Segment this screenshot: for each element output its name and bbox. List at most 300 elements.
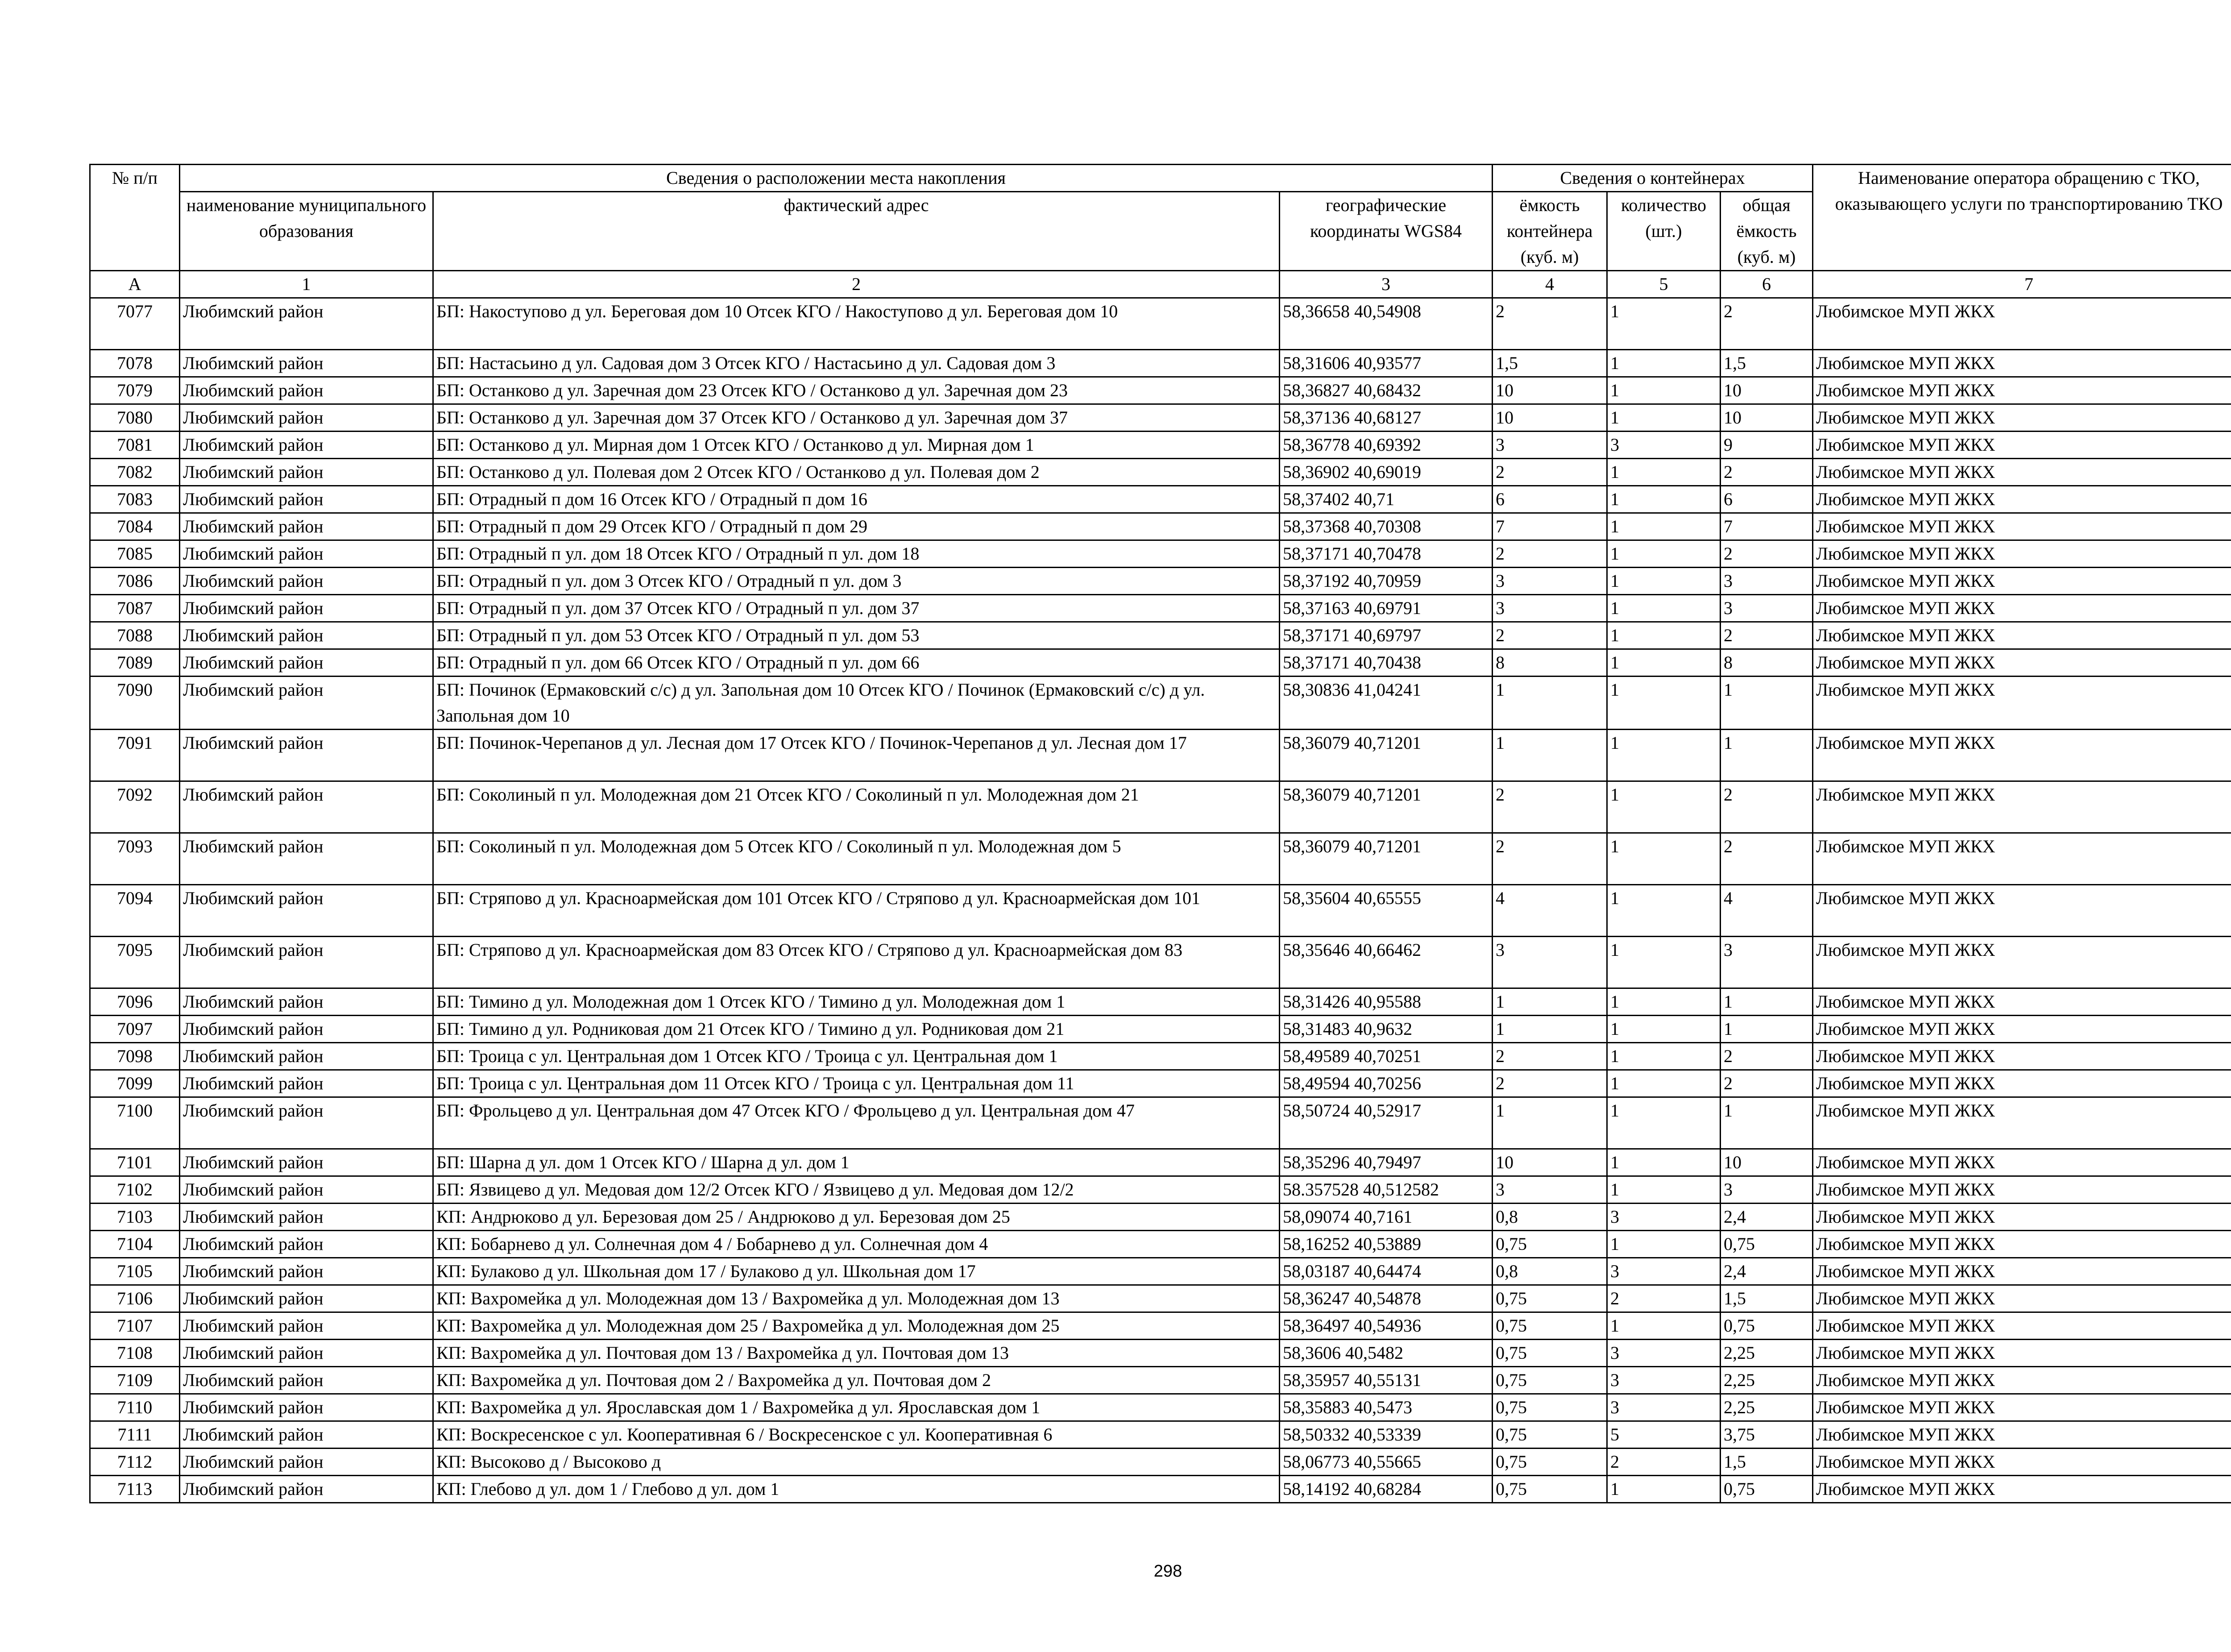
municipality-cell: Любимский район [180, 486, 433, 513]
address-cell: БП: Отрадный п дом 16 Отсек КГО / Отрадный п дом 16 [433, 486, 1280, 513]
container-capacity-cell: 3 [1493, 1176, 1607, 1204]
container-count-cell: 1 [1607, 540, 1721, 568]
row-number-cell: 7085 [90, 540, 180, 568]
municipality-cell: Любимский район [180, 1312, 433, 1340]
municipality-cell: Любимский район [180, 988, 433, 1016]
row-number-cell: 7106 [90, 1285, 180, 1312]
container-capacity-cell: 6 [1493, 486, 1607, 513]
municipality-cell: Любимский район [180, 622, 433, 649]
container-count-cell: 1 [1607, 1097, 1721, 1149]
container-capacity-cell: 3 [1493, 568, 1607, 595]
container-count-cell: 1 [1607, 486, 1721, 513]
operator-cell: Любимское МУП ЖКХ [1813, 1421, 2231, 1449]
header-total: общая ёмкость (куб. м) [1721, 192, 1813, 271]
address-cell: БП: Отрадный п ул. дом 53 Отсек КГО / Отрадный п ул. дом 53 [433, 622, 1280, 649]
municipality-cell: Любимский район [180, 833, 433, 885]
address-cell: БП: Отрадный п ул. дом 3 Отсек КГО / Отрадный п ул. дом 3 [433, 568, 1280, 595]
address-cell: КП: Воскресенское с ул. Кооперативная 6 / Воскресенское с ул. Кооперативная 6 [433, 1421, 1280, 1449]
container-count-cell: 2 [1607, 1449, 1721, 1476]
container-count-cell: 1 [1607, 1312, 1721, 1340]
total-capacity-cell: 2 [1721, 833, 1813, 885]
municipality-cell: Любимский район [180, 1258, 433, 1285]
container-capacity-cell: 10 [1493, 1149, 1607, 1176]
address-cell: КП: Бобарнево д ул. Солнечная дом 4 / Бобарнево д ул. Солнечная дом 4 [433, 1231, 1280, 1258]
address-cell: БП: Шарна д ул. дом 1 Отсек КГО / Шарна д ул. дом 1 [433, 1149, 1280, 1176]
row-number-cell: 7104 [90, 1231, 180, 1258]
container-count-cell: 1 [1607, 937, 1721, 988]
coordinates-cell: 58,36079 40,71201 [1280, 730, 1493, 781]
table-row [90, 1204, 2231, 1231]
container-count-cell: 3 [1607, 1340, 1721, 1367]
container-capacity-cell: 2 [1493, 1070, 1607, 1097]
total-capacity-cell: 0,75 [1721, 1231, 1813, 1258]
header-count: количество (шт.) [1607, 192, 1721, 271]
operator-cell: Любимское МУП ЖКХ [1813, 622, 2231, 649]
coordinates-cell: 58,03187 40,64474 [1280, 1258, 1493, 1285]
row-number-cell: 7094 [90, 885, 180, 937]
coordinates-cell: 58,37368 40,70308 [1280, 513, 1493, 540]
operator-cell: Любимское МУП ЖКХ [1813, 988, 2231, 1016]
coordinates-cell: 58,37192 40,70959 [1280, 568, 1493, 595]
municipality-cell: Любимский район [180, 1421, 433, 1449]
municipality-cell: Любимский район [180, 404, 433, 432]
container-capacity-cell: 1 [1493, 677, 1607, 730]
container-count-cell: 1 [1607, 459, 1721, 486]
municipality-cell: Любимский район [180, 1043, 433, 1070]
total-capacity-cell: 10 [1721, 1149, 1813, 1176]
address-cell: КП: Вахромейка д ул. Ярославская дом 1 / Вахромейка д ул. Ярославская дом 1 [433, 1394, 1280, 1421]
total-capacity-cell: 0,75 [1721, 1312, 1813, 1340]
row-number-cell: 7102 [90, 1176, 180, 1204]
operator-cell: Любимское МУП ЖКХ [1813, 649, 2231, 677]
total-capacity-cell: 2 [1721, 781, 1813, 833]
address-cell: БП: Тимино д ул. Родниковая дом 21 Отсек КГО / Тимино д ул. Родниковая дом 21 [433, 1016, 1280, 1043]
total-capacity-cell: 8 [1721, 649, 1813, 677]
total-capacity-cell: 2 [1721, 298, 1813, 350]
row-number-cell: 7092 [90, 781, 180, 833]
coordinates-cell: 58,36079 40,71201 [1280, 833, 1493, 885]
municipality-cell: Любимский район [180, 350, 433, 377]
coordinates-cell: 58,36827 40,68432 [1280, 377, 1493, 404]
container-capacity-cell: 2 [1493, 298, 1607, 350]
container-capacity-cell: 2 [1493, 833, 1607, 885]
coordinates-cell: 58,31483 40,9632 [1280, 1016, 1493, 1043]
municipality-cell: Любимский район [180, 1394, 433, 1421]
operator-cell: Любимское МУП ЖКХ [1813, 404, 2231, 432]
coordinates-cell: 58,35646 40,66462 [1280, 937, 1493, 988]
address-cell: БП: Тимино д ул. Молодежная дом 1 Отсек КГО / Тимино д ул. Молодежная дом 1 [433, 988, 1280, 1016]
table-row [90, 540, 2231, 568]
operator-cell: Любимское МУП ЖКХ [1813, 1367, 2231, 1394]
container-capacity-cell: 10 [1493, 404, 1607, 432]
coordinates-cell: 58,35957 40,55131 [1280, 1367, 1493, 1394]
coordinates-cell: 58,36658 40,54908 [1280, 298, 1493, 350]
container-count-cell: 1 [1607, 1231, 1721, 1258]
municipality-cell: Любимский район [180, 459, 433, 486]
coordinates-cell: 58,16252 40,53889 [1280, 1231, 1493, 1258]
total-capacity-cell: 1 [1721, 730, 1813, 781]
table-row [90, 377, 2231, 404]
registry-table [89, 164, 2231, 1503]
table-row [90, 432, 2231, 459]
table-row [90, 781, 2231, 833]
container-capacity-cell: 0,75 [1493, 1231, 1607, 1258]
row-number-cell: 7098 [90, 1043, 180, 1070]
municipality-cell: Любимский район [180, 377, 433, 404]
container-count-cell: 3 [1607, 432, 1721, 459]
container-capacity-cell: 2 [1493, 540, 1607, 568]
container-count-cell: 1 [1607, 1176, 1721, 1204]
operator-cell: Любимское МУП ЖКХ [1813, 937, 2231, 988]
address-cell: БП: Починок (Ермаковский с/с) д ул. Запольная дом 10 Отсек КГО / Починок (Ермаковский с/с) д ул. Запольная дом 10 [433, 677, 1280, 730]
table-row [90, 513, 2231, 540]
address-cell: БП: Отрадный п дом 29 Отсек КГО / Отрадный п дом 29 [433, 513, 1280, 540]
row-number-cell: 7086 [90, 568, 180, 595]
table-row [90, 459, 2231, 486]
municipality-cell: Любимский район [180, 1070, 433, 1097]
container-count-cell: 1 [1607, 730, 1721, 781]
total-capacity-cell: 3 [1721, 1176, 1813, 1204]
container-capacity-cell: 2 [1493, 781, 1607, 833]
address-cell: КП: Высоково д / Высоково д [433, 1449, 1280, 1476]
container-capacity-cell: 3 [1493, 937, 1607, 988]
municipality-cell: Любимский район [180, 568, 433, 595]
municipality-cell: Любимский район [180, 1176, 433, 1204]
address-cell: БП: Отрадный п ул. дом 37 Отсек КГО / Отрадный п ул. дом 37 [433, 595, 1280, 622]
container-capacity-cell: 1 [1493, 730, 1607, 781]
municipality-cell: Любимский район [180, 781, 433, 833]
address-cell: БП: Починок-Черепанов д ул. Лесная дом 17 Отсек КГО / Починок-Черепанов д ул. Лесная дом 17 [433, 730, 1280, 781]
container-count-cell: 1 [1607, 1476, 1721, 1503]
address-cell: БП: Стряпово д ул. Красноармейская дом 101 Отсек КГО / Стряпово д ул. Красноармейская дом 101 [433, 885, 1280, 937]
operator-cell: Любимское МУП ЖКХ [1813, 677, 2231, 730]
container-count-cell: 1 [1607, 595, 1721, 622]
operator-cell: Любимское МУП ЖКХ [1813, 540, 2231, 568]
table-row [90, 1421, 2231, 1449]
total-capacity-cell: 3 [1721, 568, 1813, 595]
coordinates-cell: 58,35604 40,65555 [1280, 885, 1493, 937]
operator-cell: Любимское МУП ЖКХ [1813, 1176, 2231, 1204]
coordinates-cell: 58,09074 40,7161 [1280, 1204, 1493, 1231]
operator-cell: Любимское МУП ЖКХ [1813, 730, 2231, 781]
operator-cell: Любимское МУП ЖКХ [1813, 298, 2231, 350]
municipality-cell: Любимский район [180, 649, 433, 677]
address-cell: БП: Соколиный п ул. Молодежная дом 21 Отсек КГО / Соколиный п ул. Молодежная дом 21 [433, 781, 1280, 833]
row-number-cell: 7093 [90, 833, 180, 885]
coordinates-cell: 58,35883 40,5473 [1280, 1394, 1493, 1421]
table-row [90, 1043, 2231, 1070]
municipality-cell: Любимский район [180, 1476, 433, 1503]
total-capacity-cell: 1,5 [1721, 350, 1813, 377]
header-coords: географические координаты WGS84 [1280, 192, 1493, 271]
container-capacity-cell: 0,75 [1493, 1367, 1607, 1394]
total-capacity-cell: 1 [1721, 988, 1813, 1016]
container-count-cell: 5 [1607, 1421, 1721, 1449]
table-row [90, 677, 2231, 730]
row-number-cell: 7081 [90, 432, 180, 459]
table-row [90, 568, 2231, 595]
municipality-cell: Любимский район [180, 1016, 433, 1043]
municipality-cell: Любимский район [180, 1340, 433, 1367]
operator-cell: Любимское МУП ЖКХ [1813, 885, 2231, 937]
row-number-cell: 7113 [90, 1476, 180, 1503]
address-cell: БП: Накоступово д ул. Береговая дом 10 Отсек КГО / Накоступово д ул. Береговая дом 10 [433, 298, 1280, 350]
container-capacity-cell: 0,75 [1493, 1312, 1607, 1340]
row-number-cell: 7096 [90, 988, 180, 1016]
column-index-cell: 3 [1280, 271, 1493, 298]
coordinates-cell: 58,50332 40,53339 [1280, 1421, 1493, 1449]
container-count-cell: 1 [1607, 1070, 1721, 1097]
address-cell: БП: Троица с ул. Центральная дом 1 Отсек КГО / Троица с ул. Центральная дом 1 [433, 1043, 1280, 1070]
table-row [90, 988, 2231, 1016]
table-row [90, 833, 2231, 885]
operator-cell: Любимское МУП ЖКХ [1813, 595, 2231, 622]
container-count-cell: 1 [1607, 885, 1721, 937]
container-count-cell: 1 [1607, 513, 1721, 540]
container-capacity-cell: 1 [1493, 988, 1607, 1016]
operator-cell: Любимское МУП ЖКХ [1813, 1204, 2231, 1231]
row-number-cell: 7077 [90, 298, 180, 350]
coordinates-cell: 58,30836 41,04241 [1280, 677, 1493, 730]
row-number-cell: 7078 [90, 350, 180, 377]
address-cell: БП: Отрадный п ул. дом 18 Отсек КГО / Отрадный п ул. дом 18 [433, 540, 1280, 568]
total-capacity-cell: 2,25 [1721, 1367, 1813, 1394]
operator-cell: Любимское МУП ЖКХ [1813, 833, 2231, 885]
container-count-cell: 1 [1607, 988, 1721, 1016]
operator-cell: Любимское МУП ЖКХ [1813, 1340, 2231, 1367]
column-index-cell: А [90, 271, 180, 298]
table-row [90, 1258, 2231, 1285]
row-number-cell: 7111 [90, 1421, 180, 1449]
container-count-cell: 1 [1607, 1043, 1721, 1070]
total-capacity-cell: 4 [1721, 885, 1813, 937]
row-number-cell: 7110 [90, 1394, 180, 1421]
container-capacity-cell: 0,75 [1493, 1340, 1607, 1367]
total-capacity-cell: 10 [1721, 404, 1813, 432]
container-capacity-cell: 2 [1493, 1043, 1607, 1070]
container-capacity-cell: 2 [1493, 459, 1607, 486]
municipality-cell: Любимский район [180, 730, 433, 781]
coordinates-cell: 58,37402 40,71 [1280, 486, 1493, 513]
table-row [90, 1449, 2231, 1476]
operator-cell: Любимское МУП ЖКХ [1813, 1097, 2231, 1149]
municipality-cell: Любимский район [180, 1367, 433, 1394]
coordinates-cell: 58,31606 40,93577 [1280, 350, 1493, 377]
coordinates-cell: 58,37171 40,70438 [1280, 649, 1493, 677]
address-cell: БП: Настасьино д ул. Садовая дом 3 Отсек КГО / Настасьино д ул. Садовая дом 3 [433, 350, 1280, 377]
row-number-cell: 7097 [90, 1016, 180, 1043]
total-capacity-cell: 10 [1721, 377, 1813, 404]
total-capacity-cell: 2 [1721, 459, 1813, 486]
table-row [90, 622, 2231, 649]
container-count-cell: 3 [1607, 1204, 1721, 1231]
municipality-cell: Любимский район [180, 298, 433, 350]
container-count-cell: 1 [1607, 350, 1721, 377]
row-number-cell: 7109 [90, 1367, 180, 1394]
table-row [90, 885, 2231, 937]
address-cell: КП: Вахромейка д ул. Молодежная дом 25 / Вахромейка д ул. Молодежная дом 25 [433, 1312, 1280, 1340]
container-capacity-cell: 10 [1493, 377, 1607, 404]
coordinates-cell: 58,36902 40,69019 [1280, 459, 1493, 486]
operator-cell: Любимское МУП ЖКХ [1813, 568, 2231, 595]
header-capacity: ёмкость контейнера (куб. м) [1493, 192, 1607, 271]
operator-cell: Любимское МУП ЖКХ [1813, 1449, 2231, 1476]
row-number-cell: 7091 [90, 730, 180, 781]
column-index-cell: 4 [1493, 271, 1607, 298]
operator-cell: Любимское МУП ЖКХ [1813, 513, 2231, 540]
table-row [90, 1070, 2231, 1097]
row-number-cell: 7107 [90, 1312, 180, 1340]
container-count-cell: 1 [1607, 568, 1721, 595]
column-index-cell: 1 [180, 271, 433, 298]
row-number-cell: 7105 [90, 1258, 180, 1285]
container-count-cell: 1 [1607, 649, 1721, 677]
address-cell: КП: Глебово д ул. дом 1 / Глебово д ул. дом 1 [433, 1476, 1280, 1503]
municipality-cell: Любимский район [180, 1231, 433, 1258]
total-capacity-cell: 2 [1721, 1043, 1813, 1070]
total-capacity-cell: 6 [1721, 486, 1813, 513]
operator-cell: Любимское МУП ЖКХ [1813, 1070, 2231, 1097]
municipality-cell: Любимский район [180, 1285, 433, 1312]
container-capacity-cell: 0,75 [1493, 1394, 1607, 1421]
table-row [90, 486, 2231, 513]
total-capacity-cell: 2 [1721, 540, 1813, 568]
operator-cell: Любимское МУП ЖКХ [1813, 1231, 2231, 1258]
container-count-cell: 1 [1607, 377, 1721, 404]
table-row [90, 1231, 2231, 1258]
total-capacity-cell: 3 [1721, 595, 1813, 622]
municipality-cell: Любимский район [180, 885, 433, 937]
municipality-cell: Любимский район [180, 937, 433, 988]
total-capacity-cell: 0,75 [1721, 1476, 1813, 1503]
address-cell: БП: Останково д ул. Полевая дом 2 Отсек КГО / Останково д ул. Полевая дом 2 [433, 459, 1280, 486]
address-cell: БП: Отрадный п ул. дом 66 Отсек КГО / Отрадный п ул. дом 66 [433, 649, 1280, 677]
row-number-cell: 7079 [90, 377, 180, 404]
address-cell: БП: Троица с ул. Центральная дом 11 Отсек КГО / Троица с ул. Центральная дом 11 [433, 1070, 1280, 1097]
container-count-cell: 1 [1607, 404, 1721, 432]
container-capacity-cell: 0,75 [1493, 1476, 1607, 1503]
coordinates-cell: 58,50724 40,52917 [1280, 1097, 1493, 1149]
operator-cell: Любимское МУП ЖКХ [1813, 1016, 2231, 1043]
coordinates-cell: 58,37171 40,70478 [1280, 540, 1493, 568]
row-number-cell: 7099 [90, 1070, 180, 1097]
container-capacity-cell: 0,75 [1493, 1285, 1607, 1312]
municipality-cell: Любимский район [180, 1097, 433, 1149]
container-count-cell: 1 [1607, 833, 1721, 885]
table-row [90, 595, 2231, 622]
container-capacity-cell: 1 [1493, 1097, 1607, 1149]
coordinates-cell: 58,36079 40,71201 [1280, 781, 1493, 833]
row-number-cell: 7101 [90, 1149, 180, 1176]
container-count-cell: 1 [1607, 298, 1721, 350]
row-number-cell: 7090 [90, 677, 180, 730]
container-capacity-cell: 1,5 [1493, 350, 1607, 377]
container-count-cell: 1 [1607, 1149, 1721, 1176]
address-cell: БП: Останково д ул. Заречная дом 37 Отсек КГО / Останково д ул. Заречная дом 37 [433, 404, 1280, 432]
total-capacity-cell: 2,4 [1721, 1204, 1813, 1231]
container-count-cell: 3 [1607, 1367, 1721, 1394]
coordinates-cell: 58,14192 40,68284 [1280, 1476, 1493, 1503]
container-capacity-cell: 4 [1493, 885, 1607, 937]
row-number-cell: 7112 [90, 1449, 180, 1476]
container-count-cell: 1 [1607, 1016, 1721, 1043]
container-count-cell: 2 [1607, 1285, 1721, 1312]
container-capacity-cell: 0,8 [1493, 1258, 1607, 1285]
column-index-cell: 6 [1721, 271, 1813, 298]
operator-cell: Любимское МУП ЖКХ [1813, 1043, 2231, 1070]
row-number-cell: 7087 [90, 595, 180, 622]
address-cell: КП: Булаково д ул. Школьная дом 17 / Булаково д ул. Школьная дом 17 [433, 1258, 1280, 1285]
container-count-cell: 1 [1607, 781, 1721, 833]
total-capacity-cell: 3,75 [1721, 1421, 1813, 1449]
coordinates-cell: 58,49594 40,70256 [1280, 1070, 1493, 1097]
municipality-cell: Любимский район [180, 1204, 433, 1231]
header-containers-group: Сведения о контейнерах [1493, 165, 1813, 192]
header-num: № п/п [90, 165, 180, 271]
table-row [90, 649, 2231, 677]
total-capacity-cell: 2,25 [1721, 1394, 1813, 1421]
municipality-cell: Любимский район [180, 1449, 433, 1476]
row-number-cell: 7080 [90, 404, 180, 432]
operator-cell: Любимское МУП ЖКХ [1813, 1285, 2231, 1312]
operator-cell: Любимское МУП ЖКХ [1813, 459, 2231, 486]
municipality-cell: Любимский район [180, 1149, 433, 1176]
total-capacity-cell: 2 [1721, 1070, 1813, 1097]
municipality-cell: Любимский район [180, 540, 433, 568]
total-capacity-cell: 1,5 [1721, 1449, 1813, 1476]
table-row [90, 1394, 2231, 1421]
table-row [90, 1367, 2231, 1394]
page-number: 298 [1153, 1562, 1182, 1581]
municipality-cell: Любимский район [180, 513, 433, 540]
table-row [90, 1312, 2231, 1340]
container-capacity-cell: 0,8 [1493, 1204, 1607, 1231]
coordinates-cell: 58,31426 40,95588 [1280, 988, 1493, 1016]
coordinates-cell: 58,3606 40,5482 [1280, 1340, 1493, 1367]
address-cell: КП: Андрюково д ул. Березовая дом 25 / Андрюково д ул. Березовая дом 25 [433, 1204, 1280, 1231]
header-address: фактический адрес [433, 192, 1280, 271]
coordinates-cell: 58,35296 40,79497 [1280, 1149, 1493, 1176]
total-capacity-cell: 1 [1721, 1016, 1813, 1043]
coordinates-cell: 58,06773 40,55665 [1280, 1449, 1493, 1476]
coordinates-cell: 58,36497 40,54936 [1280, 1312, 1493, 1340]
operator-cell: Любимское МУП ЖКХ [1813, 1149, 2231, 1176]
municipality-cell: Любимский район [180, 432, 433, 459]
column-index-cell: 5 [1607, 271, 1721, 298]
table-row [90, 1476, 2231, 1503]
header-municipality: наименование муниципального образования [180, 192, 433, 271]
total-capacity-cell: 3 [1721, 937, 1813, 988]
row-number-cell: 7082 [90, 459, 180, 486]
table-row [90, 1097, 2231, 1149]
table-row [90, 404, 2231, 432]
table-row [90, 730, 2231, 781]
total-capacity-cell: 7 [1721, 513, 1813, 540]
table-row [90, 1340, 2231, 1367]
row-number-cell: 7084 [90, 513, 180, 540]
operator-cell: Любимское МУП ЖКХ [1813, 377, 2231, 404]
container-capacity-cell: 0,75 [1493, 1421, 1607, 1449]
total-capacity-cell: 1,5 [1721, 1285, 1813, 1312]
container-capacity-cell: 8 [1493, 649, 1607, 677]
municipality-cell: Любимский район [180, 595, 433, 622]
row-number-cell: 7108 [90, 1340, 180, 1367]
container-capacity-cell: 3 [1493, 432, 1607, 459]
table-body [90, 298, 2231, 1503]
row-number-cell: 7088 [90, 622, 180, 649]
coordinates-cell: 58,36778 40,69392 [1280, 432, 1493, 459]
table-row [90, 937, 2231, 988]
